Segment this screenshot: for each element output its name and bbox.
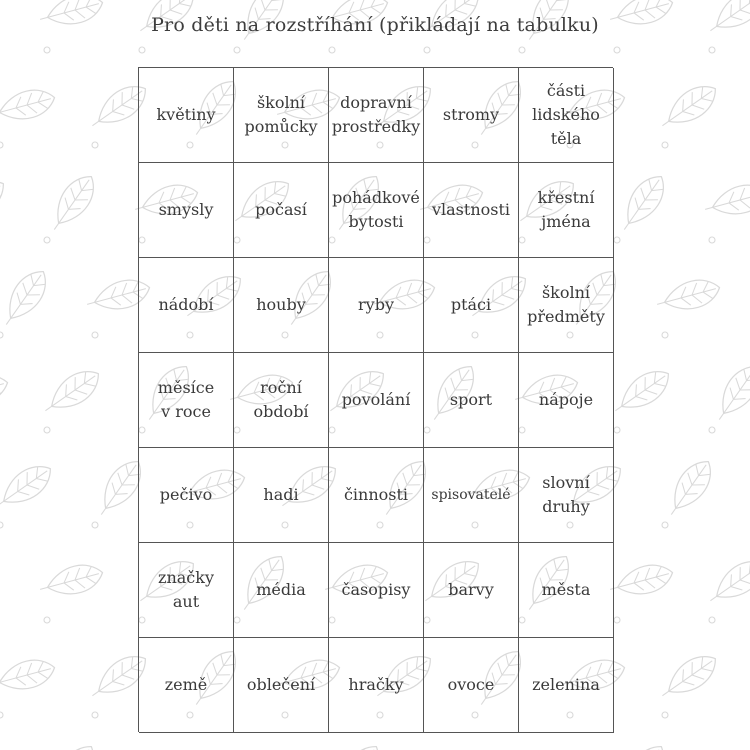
leaf-icon xyxy=(43,739,102,750)
category-card-label: oblečení xyxy=(246,675,316,694)
leaf-icon xyxy=(0,85,58,128)
leaf-icon xyxy=(613,739,672,750)
category-card xyxy=(519,258,614,353)
dot-decoration xyxy=(92,332,98,338)
dot-decoration xyxy=(519,47,525,53)
dot-decoration xyxy=(614,47,620,53)
category-card xyxy=(139,448,234,543)
category-card xyxy=(139,163,234,258)
category-card-label: ovoce xyxy=(447,675,495,694)
dot-decoration xyxy=(614,427,620,433)
dot-decoration xyxy=(0,712,3,718)
dot-decoration xyxy=(329,47,335,53)
dot-decoration xyxy=(662,522,668,528)
category-card xyxy=(519,68,614,163)
category-card xyxy=(519,163,614,258)
leaf-icon xyxy=(0,743,11,750)
category-card-label: roční období xyxy=(253,378,309,421)
leaf-icon xyxy=(655,78,723,137)
category-card-label: květiny xyxy=(156,105,216,124)
dot-decoration xyxy=(92,142,98,148)
category-card-label: stromy xyxy=(442,105,500,124)
leaf-icon xyxy=(38,363,106,422)
dot-decoration xyxy=(0,332,3,338)
category-card xyxy=(139,543,234,638)
category-card xyxy=(139,68,234,163)
category-card-label: ptáci xyxy=(450,295,492,314)
category-card xyxy=(424,448,519,543)
leaf-icon xyxy=(37,560,106,603)
dot-decoration xyxy=(92,522,98,528)
dot-decoration xyxy=(0,142,3,148)
category-card-label: činnosti xyxy=(343,485,409,504)
leaf-icon xyxy=(702,180,750,223)
dot-decoration xyxy=(709,237,715,243)
dot-decoration xyxy=(709,617,715,623)
dot-decoration xyxy=(139,47,145,53)
leaf-icon xyxy=(328,739,387,750)
leaf-icon xyxy=(0,173,11,232)
dot-decoration xyxy=(92,712,98,718)
leaf-icon xyxy=(0,549,7,617)
category-card xyxy=(519,638,614,733)
category-card-label: spisovatelé xyxy=(431,487,511,503)
leaf-icon xyxy=(613,169,672,237)
leaf-icon xyxy=(0,458,58,517)
category-card xyxy=(234,258,329,353)
dot-decoration xyxy=(424,47,430,53)
category-card-label: počasí xyxy=(255,200,307,219)
category-card xyxy=(424,543,519,638)
category-card-label: povolání xyxy=(341,390,411,409)
leaf-icon xyxy=(655,648,723,707)
dot-decoration xyxy=(0,522,3,528)
dot-decoration xyxy=(709,47,715,53)
category-card-label: houby xyxy=(256,295,306,314)
category-card xyxy=(424,68,519,163)
category-card-label: země xyxy=(164,675,208,694)
category-card-label: dopravní prostředky xyxy=(331,93,421,136)
leaf-icon xyxy=(0,655,58,698)
category-card xyxy=(424,638,519,733)
category-card-label: barvy xyxy=(448,580,494,599)
category-card xyxy=(519,448,614,543)
category-card xyxy=(234,163,329,258)
category-card xyxy=(139,638,234,733)
dot-decoration xyxy=(662,332,668,338)
leaf-icon xyxy=(0,370,11,413)
category-card xyxy=(329,68,424,163)
category-card xyxy=(234,543,329,638)
page-title: Pro děti na rozstříhání (přikládají na tabulku) xyxy=(151,14,599,36)
category-card-label: zelenina xyxy=(532,675,600,694)
category-card-label: hadi xyxy=(263,485,299,504)
category-card-label: sport xyxy=(449,390,493,409)
category-card xyxy=(329,258,424,353)
leaf-icon xyxy=(0,264,54,332)
leaf-icon xyxy=(43,169,102,237)
category-card-grid xyxy=(138,67,613,732)
category-card-label: značky aut xyxy=(158,568,214,611)
dot-decoration xyxy=(709,427,715,433)
category-card xyxy=(424,163,519,258)
category-card xyxy=(424,353,519,448)
category-card xyxy=(329,448,424,543)
dot-decoration xyxy=(44,47,50,53)
leaf-icon xyxy=(654,275,723,318)
category-card xyxy=(329,163,424,258)
leaf-icon xyxy=(228,743,296,750)
category-card-label: nápoje xyxy=(538,390,594,409)
dot-decoration xyxy=(662,142,668,148)
category-card xyxy=(329,543,424,638)
category-card-label: ryby xyxy=(358,295,394,314)
leaf-icon xyxy=(708,359,750,427)
category-card xyxy=(519,353,614,448)
leaf-icon xyxy=(607,560,676,603)
dot-decoration xyxy=(614,617,620,623)
category-card-label: časopisy xyxy=(341,580,411,599)
category-card xyxy=(424,258,519,353)
dot-decoration xyxy=(234,47,240,53)
category-card-label: média xyxy=(256,580,306,599)
category-card-label: hračky xyxy=(348,675,404,694)
category-card-label: školní pomůcky xyxy=(244,93,318,136)
category-card xyxy=(234,448,329,543)
category-card xyxy=(234,638,329,733)
dot-decoration xyxy=(44,237,50,243)
category-card xyxy=(329,638,424,733)
category-card-label: pohádkové bytosti xyxy=(332,188,420,231)
category-card xyxy=(519,543,614,638)
leaf-icon xyxy=(513,743,581,750)
leaf-icon xyxy=(660,454,719,522)
dot-decoration xyxy=(44,427,50,433)
category-card-label: části lidského těla xyxy=(532,81,600,148)
category-card-label: školní předměty xyxy=(527,283,605,326)
category-card-label: nádobí xyxy=(158,295,214,314)
category-card-label: města xyxy=(541,580,591,599)
category-card-label: slovní druhy xyxy=(542,473,590,516)
category-card-label: smysly xyxy=(158,200,214,219)
leaf-icon xyxy=(608,363,676,422)
category-card-label: pečivo xyxy=(159,485,213,504)
category-card xyxy=(139,353,234,448)
dot-decoration xyxy=(44,617,50,623)
category-card xyxy=(234,353,329,448)
category-card-label: vlastnosti xyxy=(431,200,511,219)
category-card xyxy=(234,68,329,163)
category-card xyxy=(329,353,424,448)
category-card xyxy=(139,258,234,353)
leaf-icon xyxy=(703,553,750,612)
category-card-label: křestní jména xyxy=(537,188,595,231)
category-card-label: měsíce v roce xyxy=(157,378,215,421)
dot-decoration xyxy=(614,237,620,243)
dot-decoration xyxy=(662,712,668,718)
